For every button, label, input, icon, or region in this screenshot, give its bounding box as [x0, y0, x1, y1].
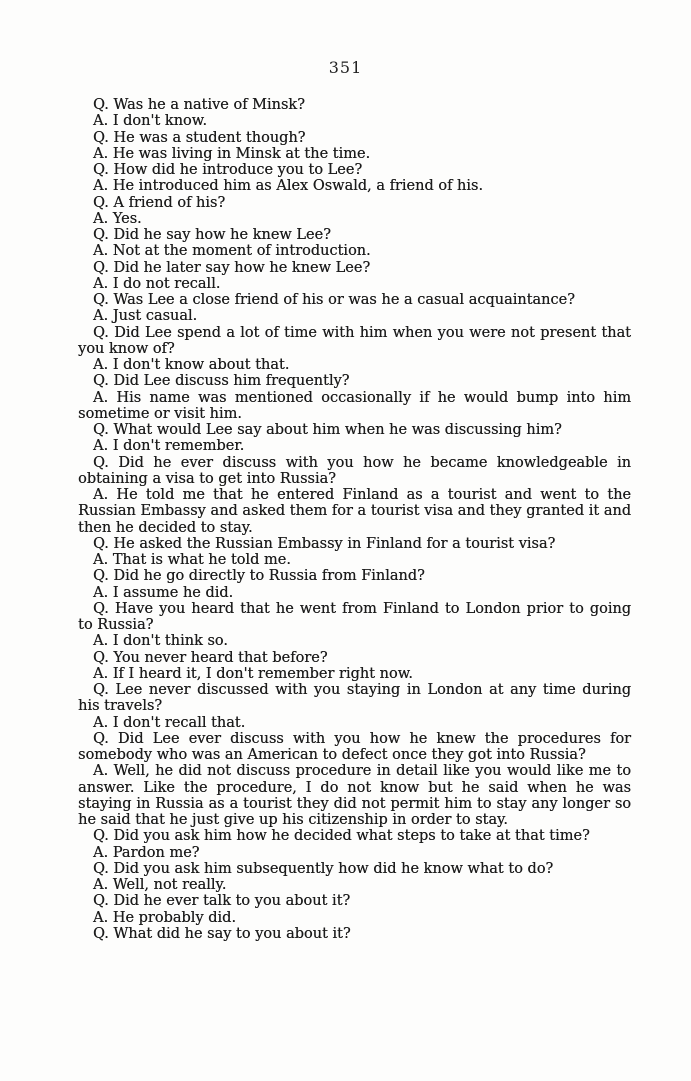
qa-entry: Q. A friend of his? — [93, 194, 226, 211]
qa-entry: Q. Was Lee a close friend of his or was he a casual acquaintance? — [93, 292, 575, 308]
qa-entry: A. Just casual. — [93, 308, 198, 325]
qa-entry: Q. Did he ever discuss with you how he became knowledgeable in obtaining a visa to get into Russia? — [78, 454, 631, 487]
qa-entry: Q. You never heard that before? — [93, 649, 328, 666]
qa-entry: Q. What would Lee say about him when he was discussing him? — [93, 422, 562, 438]
qa-entry: Q. Did Lee discuss him frequently? — [93, 373, 350, 390]
page-number: 351 — [328, 58, 363, 77]
qa-entry: A. That is what he told me. — [93, 552, 291, 568]
qa-entry: A. Yes. — [93, 210, 142, 227]
qa-entry: A. Well, he did not discuss procedure in detail like you would like me to answer. Like the procedure, I do not know but he said when he was staying in Russia as a tourist they did not permit him to stay any longer so he said that he just give up his citizenship in order to stay. — [78, 763, 631, 828]
qa-entry: Q. Did you ask him how he decided what steps to take at that time? — [93, 828, 590, 845]
qa-entry: A. I don't know. — [93, 113, 207, 130]
qa-entry: Q. Did you ask him subsequently how did he know what to do? — [93, 860, 554, 877]
qa-entry: A. If I heard it, I don't remember right now. — [93, 665, 413, 682]
qa-entry: A. I don't know about that. — [93, 357, 290, 373]
qa-entry: A. His name was mentioned occasionally if he would bump into him sometime or visit him. — [78, 389, 631, 422]
transcript — [78, 97, 631, 942]
qa-entry: Q. Did he say how he knew Lee? — [93, 227, 331, 243]
qa-entry: Q. Have you heard that he went from Finland to London prior to going to Russia? — [78, 600, 631, 633]
qa-entry: A. I do not recall. — [93, 275, 221, 292]
qa-entry: A. Pardon me? — [93, 844, 200, 861]
qa-entry: Q. Was he a native of Minsk? — [93, 97, 305, 113]
qa-entry: A. He was living in Minsk at the time. — [93, 145, 371, 162]
qa-entry: Q. Did Lee ever discuss with you how he knew the procedures for somebody who was an American to defect once they got into Russia? — [78, 730, 631, 763]
qa-entry: Q. How did he introduce you to Lee? — [93, 162, 363, 178]
qa-entry: Q. Did he ever talk to you about it? — [93, 893, 351, 910]
qa-entry: A. He told me that he entered Finland as a tourist and went to the Russian Embassy and asked them for a tourist visa and they granted it and then he decided to stay. — [78, 487, 631, 536]
qa-entry: A. I don't think so. — [93, 633, 228, 650]
qa-entry: A. I don't recall that. — [93, 714, 246, 731]
qa-entry: Q. Did he later say how he knew Lee? — [93, 259, 371, 276]
qa-entry: A. He introduced him as Alex Oswald, a friend of his. — [93, 178, 483, 195]
qa-entry: A. Not at the moment of introduction. — [93, 243, 371, 260]
qa-entry: Q. Lee never discussed with you staying in London at any time during his travels? — [78, 682, 631, 715]
qa-entry: A. I don't remember. — [93, 438, 245, 455]
qa-entry: Q. Did he go directly to Russia from Finland? — [93, 568, 425, 585]
qa-entry: Q. What did he say to you about it? — [93, 925, 351, 942]
qa-entry: Q. Did Lee spend a lot of time with him when you were not present that you know of? — [78, 324, 631, 357]
qa-entry: A. I assume he did. — [93, 584, 234, 601]
qa-entry: A. Well, not really. — [93, 877, 227, 893]
qa-entry: Q. He was a student though? — [93, 129, 306, 146]
qa-entry: A. He probably did. — [93, 909, 236, 926]
qa-entry: Q. He asked the Russian Embassy in Finland for a tourist visa? — [93, 535, 556, 552]
